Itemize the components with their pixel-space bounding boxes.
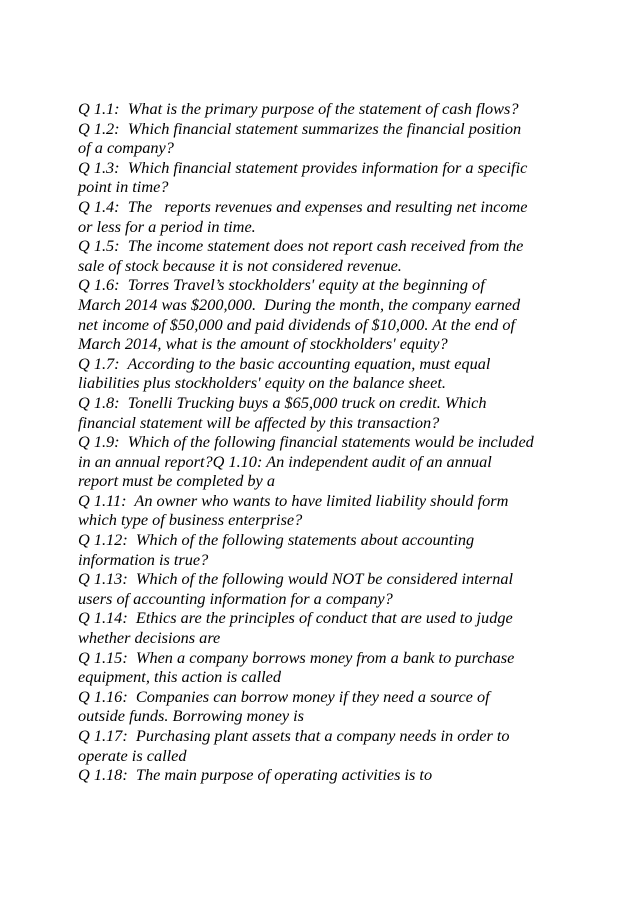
text-line: Q 1.1: What is the primary purpose of the statement of cash flows? bbox=[78, 99, 519, 118]
text-line: Q 1.15: When a company borrows money from a bank to purchase bbox=[78, 647, 515, 667]
text-line: Q 1.3: Which financial statement provides information for a specific bbox=[78, 157, 528, 177]
text-line: which type of business enterprise? bbox=[78, 510, 303, 530]
text-line: users of accounting information for a company? bbox=[78, 588, 393, 608]
text-line: or less for a period in time. bbox=[78, 216, 256, 236]
text-line: Q 1.9: Which of the following financial statements would be included bbox=[78, 432, 534, 452]
text-line: whether decisions are bbox=[78, 628, 221, 648]
text-line: Q 1.12: Which of the following statements about accounting bbox=[78, 530, 475, 550]
text-line: Q 1.16: Companies can borrow money if they need a source of bbox=[78, 686, 490, 706]
text-line: Q 1.18: The main purpose of operating activities is to bbox=[78, 765, 433, 785]
question-list bbox=[78, 99, 568, 785]
text-line: point in time? bbox=[78, 177, 169, 197]
text-line: outside funds. Borrowing money is bbox=[78, 706, 304, 726]
text-line: financial statement will be affected by this transaction? bbox=[78, 412, 440, 432]
text-line: equipment, this action is called bbox=[78, 667, 282, 687]
text-line: sale of stock because it is not considered revenue. bbox=[78, 255, 402, 275]
text-line: Q 1.5: The income statement does not report cash received from the bbox=[78, 236, 524, 256]
text-line: of a company? bbox=[78, 138, 174, 158]
text-line: net income of $50,000 and paid dividends of $10,000. At the end of bbox=[78, 314, 515, 334]
text-line: information is true? bbox=[78, 549, 209, 569]
text-line: Q 1.4: The reports revenues and expenses and resulting net income bbox=[78, 196, 528, 216]
text-line: Q 1.6: Torres Travel’s stockholders' equity at the beginning of bbox=[78, 275, 485, 295]
text-line: Q 1.11: An owner who wants to have limited liability should form bbox=[78, 490, 509, 510]
text-line: Q 1.14: Ethics are the principles of conduct that are used to judge bbox=[78, 608, 513, 628]
text-line: Q 1.7: According to the basic accounting equation, must equal bbox=[78, 353, 491, 373]
text-line: Q 1.8: Tonelli Trucking buys a $65,000 truck on credit. Which bbox=[78, 392, 487, 412]
text-line: Q 1.2: Which financial statement summarizes the financial position bbox=[78, 118, 522, 138]
text-line: March 2014 was $200,000. During the month, the company earned bbox=[78, 294, 521, 314]
text-line: Q 1.13: Which of the following would NOT be considered internal bbox=[78, 569, 514, 589]
text-line: operate is called bbox=[78, 745, 187, 765]
text-line: March 2014, what is the amount of stockholders' equity? bbox=[78, 334, 448, 354]
text-line: liabilities plus stockholders' equity on the balance sheet. bbox=[78, 373, 446, 393]
text-line: Q 1.17: Purchasing plant assets that a company needs in order to bbox=[78, 726, 510, 745]
text-line: in an annual report?Q 1.10: An independent audit of an annual bbox=[78, 451, 492, 471]
text-line: report must be completed by a bbox=[78, 471, 275, 491]
